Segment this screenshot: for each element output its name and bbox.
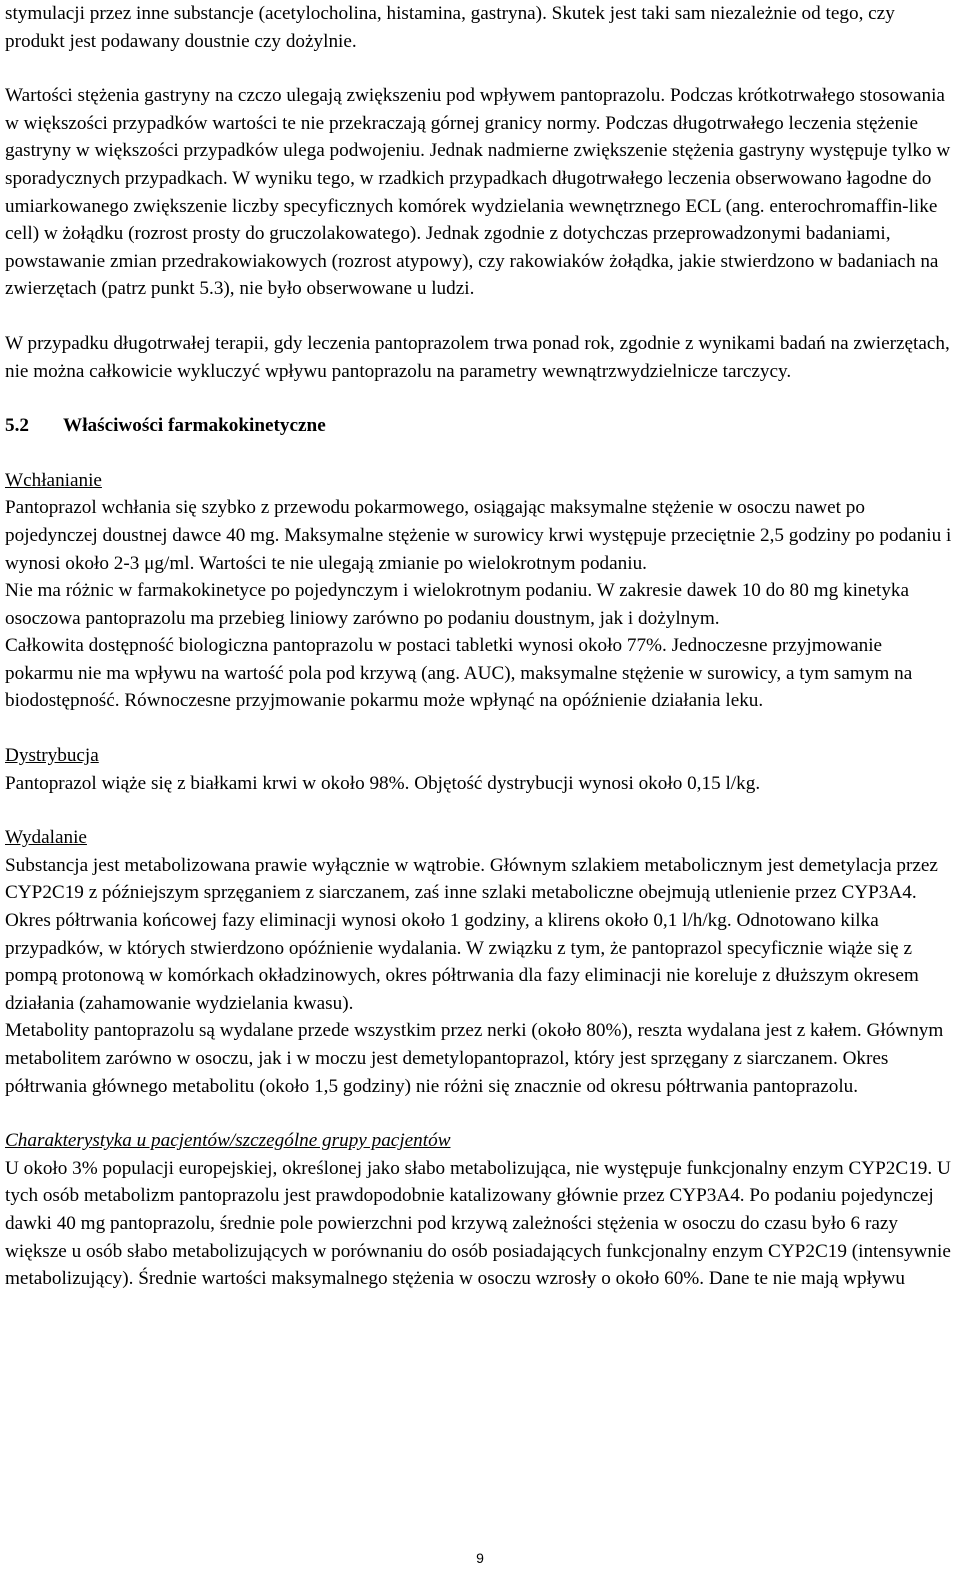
absorption-paragraph-3: Całkowita dostępność biologiczna pantoprazolu w postaci tabletki wynosi około 77%. Jednoczesne przyjmowanie pokarmu nie ma wpływu na wartość pola pod krzywą (ang. AUC), maksymalne stężenie w surowicy, a tym samym na biodostępność. Równoczesne przyjmowanie pokarmu może wpłynąć na opóźnienie działania leku. <box>5 635 913 712</box>
section-title: Właściwości farmakokinetyczne <box>63 415 326 437</box>
paragraph-spacer <box>5 385 953 412</box>
paragraph-spacer <box>5 797 953 824</box>
distribution-heading: Dystrybucja <box>5 745 99 767</box>
paragraph-spacer <box>5 303 953 330</box>
absorption-heading: Wchłanianie <box>5 469 102 491</box>
document-page <box>5 0 953 1293</box>
paragraph-spacer <box>5 1100 953 1127</box>
elimination-paragraph-1: Substancja jest metabolizowana prawie wyłącznie w wątrobie. Głównym szlakiem metabolicznym jest demetylacja przez CYP2C19 z późniejszym sprzęganiem z siarczanem, zaś inne szlaki metaboliczne obejmują utlenienie przez CYP3A4. Okres półtrwania końcowej fazy eliminacji wynosi około 1 godziny, a klirens około 0,1 l/h/kg. Odnotowano kilka przypadków, w których stwierdzono opóźnienie wydalania. W związku z tym, że pantoprazol specyficznie wiąże się z pompą protonową w komórkach okładzinowych, okres półtrwania dla fazy eliminacji nie koreluje z dłuższym okresem działania (zahamowanie wydzielania kwasu). <box>5 854 938 1014</box>
absorption-paragraph-2: Nie ma różnic w farmakokinetyce po pojedynczym i wielokrotnym podaniu. W zakresie dawek 10 do 80 mg kinetyka osoczowa pantoprazolu ma przebieg liniowy zarówno po podaniu doustnym, jak i dożylnym. <box>5 580 910 629</box>
distribution-paragraph-1: Pantoprazol wiąże się z białkami krwi w około 98%. Objętość dystrybucji wynosi około 0,15 l/kg. <box>5 772 761 794</box>
paragraph-spacer <box>5 55 953 82</box>
intro-paragraph-2: Wartości stężenia gastryny na czczo ulegają zwiększeniu pod wpływem pantoprazolu. Podczas krótkotrwałego stosowania w większości przypadków wartości te nie przekraczają górnej granicy normy. Podczas długotrwałego leczenia stężenie gastryny w większości przypadków ulega podwojeniu. Jednak nadmierne zwiększenie stężenia gastryny występuje tylko w sporadycznych przypadkach. W wyniku tego, w rzadkich przypadkach długotrwałego leczenia obserwowano łagodne do umiarkowanego zwiększenie liczby specyficznych komórek wydzielania wewnętrznego ECL (ang. enterochromaffin-like cell) w żołądku (rozrost prosty do gruczolakowatego). Jednak zgodnie z dotychczas przeprowadzonymi badaniami, powstawanie zmian przedrakowiakowych (rozrost atypowy), czy rakowiaków żołądka, jakie stwierdzono w badaniach na zwierzętach (patrz punkt 5.3), nie było obserwowane u ludzi. <box>5 85 951 300</box>
elimination-paragraph-2: Metabolity pantoprazolu są wydalane przede wszystkim przez nerki (około 80%), reszta wydalana jest z kałem. Głównym metabolitem zarówno w osoczu, jak i w moczu jest demetylopantoprazol, który jest sprzęgany z siarczanem. Okres półtrwania głównego metabolitu (około 1,5 godziny) nie różni się znacznie od okresu półtrwania pantoprazolu. <box>5 1020 944 1097</box>
absorption-paragraph-1: Pantoprazol wchłania się szybko z przewodu pokarmowego, osiągając maksymalne stężenie w osoczu nawet po pojedynczej doustnej dawce 40 mg. Maksymalne stężenie w surowicy krwi występuje przeciętnie 2,5 godziny po podaniu i wynosi około 2-3 μg/ml. Wartości te nie ulegają zmianie po wielokrotnym podaniu. <box>5 497 952 574</box>
intro-paragraph-3: W przypadku długotrwałej terapii, gdy leczenia pantoprazolem trwa ponad rok, zgodnie z wynikami badań na zwierzętach, nie można całkowicie wykluczyć wpływu pantoprazolu na parametry wewnątrzwydzielnicze tarczycy. <box>5 332 950 382</box>
section-heading <box>5 412 953 440</box>
page-number: 9 <box>476 1550 484 1566</box>
paragraph-spacer <box>5 440 953 467</box>
section-number: 5.2 <box>5 415 29 437</box>
paragraph-spacer <box>5 715 953 742</box>
elimination-heading: Wydalanie <box>5 827 87 849</box>
special-groups-heading: Charakterystyka u pacjentów/szczególne grupy pacjentów <box>5 1130 451 1152</box>
intro-paragraph-1: stymulacji przez inne substancje (acetylocholina, histamina, gastryna). Skutek jest taki sam niezależnie od tego, czy produkt jest podawany doustnie czy dożylnie. <box>5 3 895 52</box>
special-groups-paragraph-1: U około 3% populacji europejskiej, określonej jako słabo metabolizująca, nie występuje funkcjonalny enzym CYP2C19. U tych osób metabolizm pantoprazolu jest prawdopodobnie katalizowany głównie przez CYP3A4. Po podaniu pojedynczej dawki 40 mg pantoprazolu, średnie pole powierzchni pod krzywą zależności stężenia w osoczu do czasu było 6 razy większe u osób słabo metabolizujących w porównaniu do osób posiadających funkcjonalny enzym CYP2C19 (intensywnie metabolizujący). Średnie wartości maksymalnego stężenia w osoczu wzrosły o około 60%. Dane te nie mają wpływu <box>5 1157 951 1290</box>
